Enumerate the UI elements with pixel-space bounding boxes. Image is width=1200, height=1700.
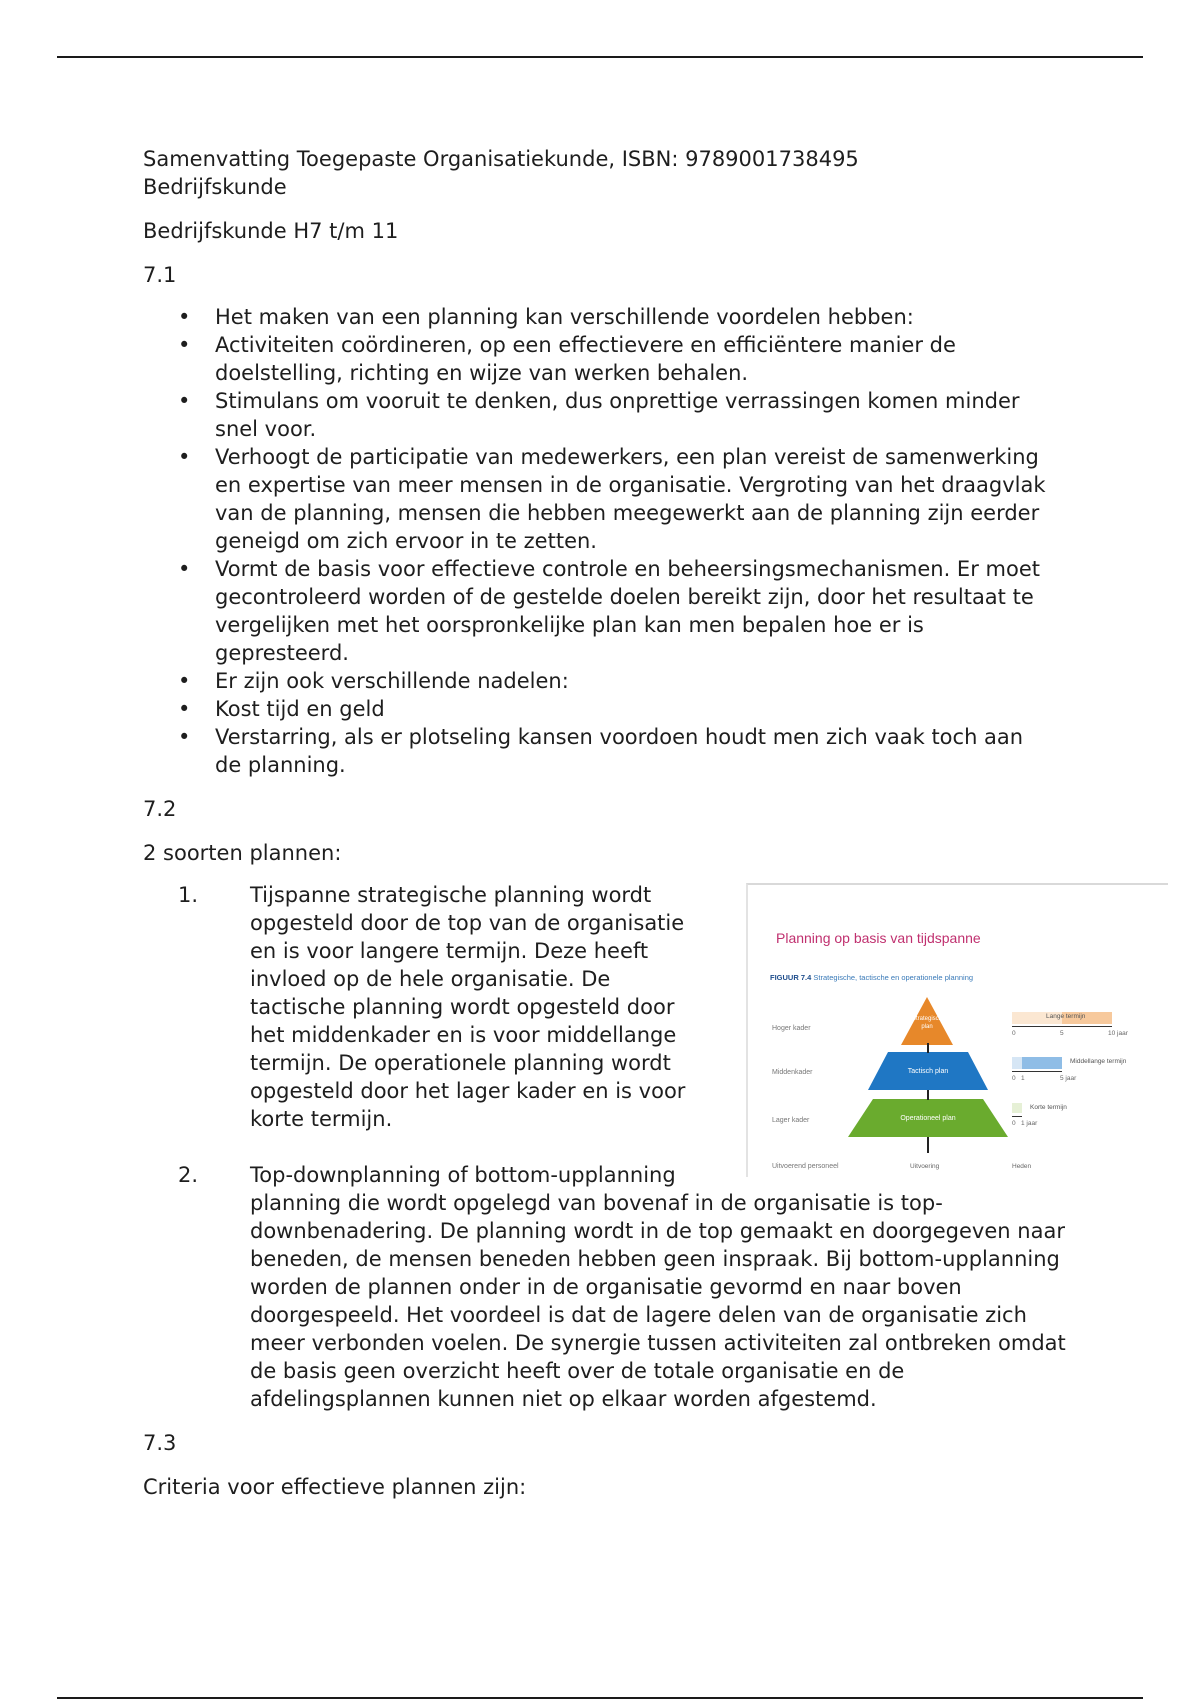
section-number-7-1: 7.1 xyxy=(143,263,177,287)
list-item: 2. Top-downplanning of bottom-upplanning planning die wordt opgelegd van bovenaf in de organisatie is top-downbenadering. De planning wordt in de top gemaakt en doorgegeven naar beneden, de mensen beneden hebben geen inspraak. Bij bottom-upplanning worden de plannen onder in de organisatie gevormd en naar boven doorgespeeld. Het voordeel is dat de lagere delen van de organisatie zich meer verbonden voelen. De synergie tussen activiteiten zal ontbreken omdat de basis geen overzicht heeft over de totale organisatie en de afdelingsplannen kunnen niet op elkaar worden afgestemd. xyxy=(143,1161,1063,1413)
list-item: • Vormt de basis voor effectieve controle en beheersingsmechanismen. Er moet gecontroleerd worden of de gestelde doelen bereikt zijn, door het resultaat te vergelijken met het oorspronkelijke plan kan men bepalen hoe er is gepresteerd. xyxy=(178,557,1040,665)
list-item: • Het maken van een planning kan verschillende voordelen hebben: xyxy=(178,305,914,329)
mid-term-label: Middellange termijn xyxy=(1070,1058,1127,1065)
now-label: Heden xyxy=(1012,1163,1032,1170)
header-rule xyxy=(57,56,1143,58)
document-subtitle: Bedrijfskunde xyxy=(143,175,287,199)
level-label: Hoger kader xyxy=(772,1025,811,1032)
arrow-down-icon xyxy=(927,1137,929,1153)
bullet-icon: • xyxy=(178,557,191,581)
short-term-axis xyxy=(1012,1116,1022,1117)
bullet-icon: • xyxy=(178,333,191,357)
long-term-label: Lange termijn xyxy=(1046,1013,1086,1020)
section-number-7-2: 7.2 xyxy=(143,797,177,821)
bullet-icon: • xyxy=(178,389,191,413)
list-item: • Verstarring, als er plotseling kansen voordoen houdt men zich vaak toch aan de planning. xyxy=(178,725,1024,777)
advantages-list xyxy=(143,303,1063,779)
list-item: • Er zijn ook verschillende nadelen: xyxy=(178,669,569,693)
tactical-tier-label: Tactisch plan xyxy=(907,1067,949,1075)
chapter-heading: Bedrijfskunde H7 t/m 11 xyxy=(143,219,399,243)
list-item-heading: Top-downplanning of bottom-upplanning xyxy=(250,1163,676,1187)
arrow-down-icon xyxy=(927,1090,929,1100)
execution-label: Uitvoering xyxy=(910,1163,940,1170)
short-term-bar xyxy=(1012,1103,1022,1113)
long-term-axis xyxy=(1012,1026,1112,1027)
list-item: • Kost tijd en geld xyxy=(178,697,385,721)
list-item: • Verhoogt de participatie van medewerkers, een plan vereist de samenwerking en expertise van meer mensen in de organisatie. Vergroting van het draagvlak van de planning, mensen die hebben meegewerkt aan de planning zijn eerder geneigd om zich ervoor in te zetten. xyxy=(178,445,1046,553)
list-item: • Stimulans om vooruit te denken, dus onprettige verrassingen komen minder snel voor. xyxy=(178,389,1020,441)
list-number: 2. xyxy=(178,1163,199,1187)
operational-tier-label: Operationeel plan xyxy=(900,1114,956,1122)
plans-intro: 2 soorten plannen: xyxy=(143,841,342,865)
list-item: • Activiteiten coördineren, op een effectievere en efficiëntere manier de doelstelling, richting en wijze van werken behalen. xyxy=(178,333,956,385)
mid-term-bar xyxy=(1012,1057,1022,1069)
mid-term-axis xyxy=(1012,1071,1062,1072)
list-item: 1. Tijspanne strategische planning wordt opgesteld door de top van de organisatie en is voor langere termijn. Deze heeft invloed op de hele organisatie. De tactische planning wordt opgesteld door het middenkader en is voor middellange termijn. De operationele planning wordt opgesteld door het lager kader en is voor korte termijn. xyxy=(178,883,686,1131)
section-number-7-3: 7.3 xyxy=(143,1431,177,1455)
level-label: Uitvoerend personeel xyxy=(772,1163,839,1170)
bullet-icon: • xyxy=(178,669,191,693)
bullet-icon: • xyxy=(178,725,191,749)
figure-caption: FIGUUR 7.4 Strategische, tactische en operationele planning xyxy=(770,973,974,982)
document-body xyxy=(143,145,1066,1501)
figure-title: Planning op basis van tijdspanne xyxy=(776,930,981,946)
bullet-icon: • xyxy=(178,445,191,469)
document-title: Samenvatting Toegepaste Organisatiekunde, ISBN: 9789001738495 xyxy=(143,147,859,171)
list-number: 1. xyxy=(178,883,199,907)
level-label: Middenkader xyxy=(772,1069,813,1076)
bullet-icon: • xyxy=(178,697,191,721)
arrow-down-icon xyxy=(927,1043,929,1053)
strategic-tier-label: Strategisch plan xyxy=(911,1016,942,1030)
footer-rule xyxy=(57,1697,1143,1699)
criteria-intro: Criteria voor effectieve plannen zijn: xyxy=(143,1475,527,1499)
bullet-icon: • xyxy=(178,305,191,329)
short-term-label: Korte termijn xyxy=(1030,1104,1067,1111)
planning-pyramid-figure: Planning op basis van tijdspanne FIGUUR 7.4 Strategische, tactische en operationele planning Hoger kader Middenkader Lager kader Uitvoerend personeel Strategisch plan Tactisch plan Operationeel plan Uitvoering Lange termijn 0 5 10 jaar Middellange termijn 0 1 5 jaar Korte termijn 0 1 jaar Heden xyxy=(746,883,1168,1177)
mid-term-bar xyxy=(1022,1057,1062,1069)
level-label: Lager kader xyxy=(772,1117,810,1124)
